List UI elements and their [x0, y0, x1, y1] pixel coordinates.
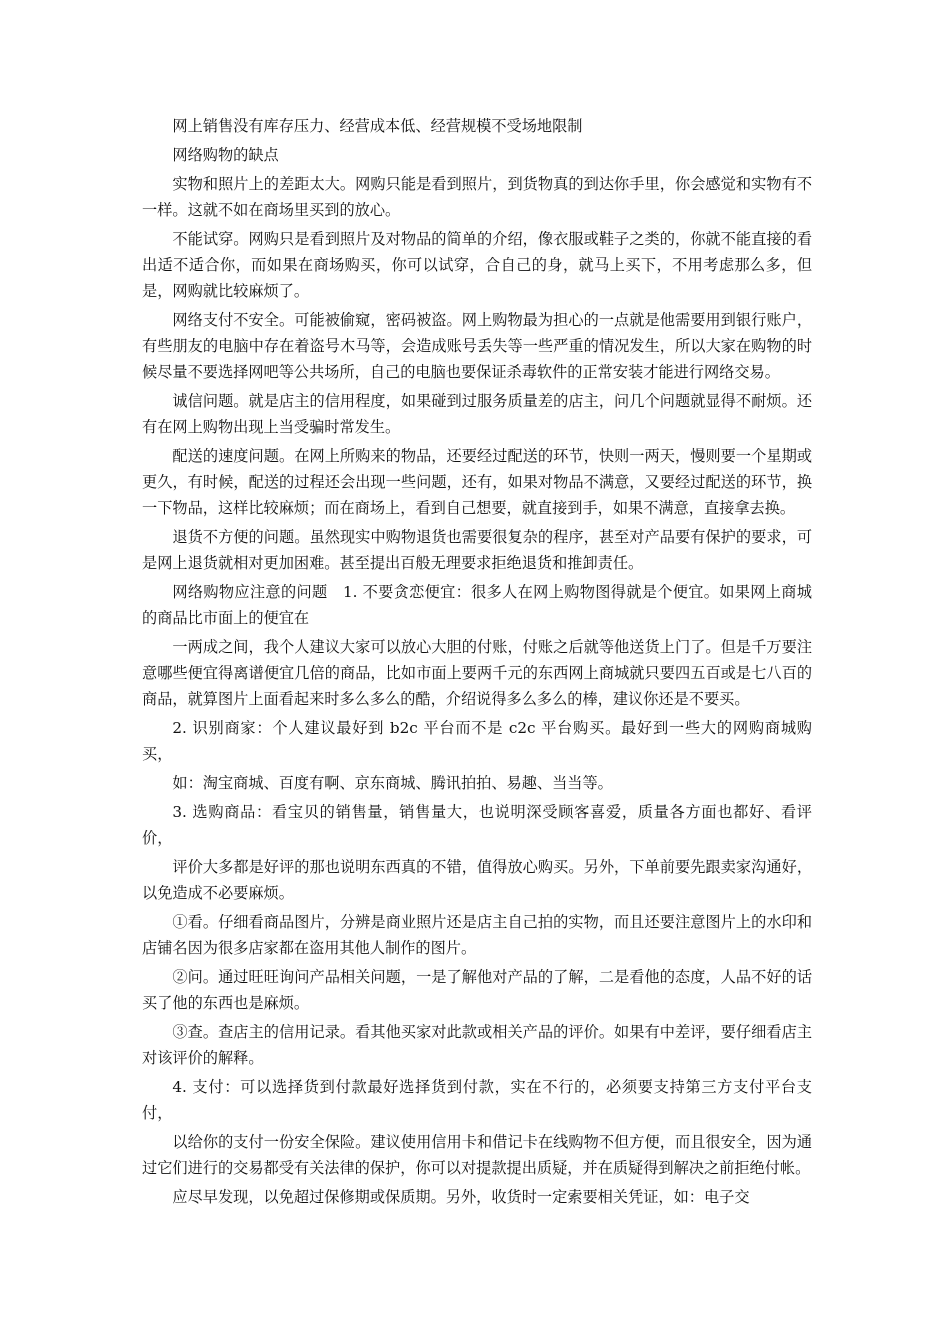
paragraph: 应尽早发现，以免超过保修期或保质期。另外，收货时一定索要相关凭证，如：电子交	[172, 1188, 750, 1206]
paragraph: ③查。查店主的信用记录。看其他买家对此款或相关产品的评价。如果有中差评，要仔细看店主对该评价的解释。	[142, 1023, 812, 1067]
paragraph: 如：淘宝商城、百度有啊、京东商城、腾讯拍拍、易趣、当当等。	[172, 774, 613, 792]
paragraph: 一两成之间，我个人建议大家可以放心大胆的付账，付账之后就等他送货上门了。但是千万要注意哪些便宜得离谱便宜几倍的商品，比如市面上要两千元的东西网上商城就只要四五百或是七八百的商品，就算图片上面看起来时多么多么的酷，介绍说得多么多么的棒，建议你还是不要买。	[142, 638, 812, 708]
paragraph: ①看。仔细看商品图片，分辨是商业照片还是店主自己拍的实物，而且还要注意图片上的水印和店铺名因为很多店家都在盗用其他人制作的图片。	[142, 913, 812, 957]
paragraph: 3. 选购商品：看宝贝的销售量，销售量大，也说明深受顾客喜爱，质量各方面也都好、看评价，	[142, 803, 812, 847]
paragraph: 诚信问题。就是店主的信用程度，如果碰到过服务质量差的店主，问几个问题就显得不耐烦。还有在网上购物出现上当受骗时常发生。	[142, 392, 812, 436]
paragraph: 网络购物应注意的问题 1. 不要贪恋便宜：很多人在网上购物图得就是个便宜。如果网上商城的商品比市面上的便宜在	[142, 583, 812, 627]
document-body	[142, 113, 812, 1213]
paragraph: 实物和照片上的差距太大。网购只能是看到照片，到货物真的到达你手里，你会感觉和实物有不一样。这就不如在商场里买到的放心。	[142, 175, 812, 219]
paragraph: ②问。通过旺旺询问产品相关问题，一是了解他对产品的了解，二是看他的态度，人品不好的话买了他的东西也是麻烦。	[142, 968, 812, 1012]
paragraph: 退货不方便的问题。虽然现实中购物退货也需要很复杂的程序，甚至对产品要有保护的要求，可是网上退货就相对更加困难。甚至提出百般无理要求拒绝退货和推卸责任。	[142, 528, 812, 572]
paragraph: 不能试穿。网购只是看到照片及对物品的简单的介绍，像衣服或鞋子之类的，你就不能直接的看出适不适合你，而如果在商场购买，你可以试穿，合自己的身，就马上买下，不用考虑那么多，但是，网购就比较麻烦了。	[142, 230, 812, 300]
paragraph: 4. 支付：可以选择货到付款最好选择货到付款，实在不行的，必须要支持第三方支付平台支付，	[142, 1078, 812, 1122]
paragraph: 配送的速度问题。在网上所购来的物品，还要经过配送的环节，快则一两天，慢则要一个星期或更久，有时候，配送的过程还会出现一些问题，还有，如果对物品不满意，又要经过配送的环节，换一下物品，这样比较麻烦；而在商场上，看到自己想要，就直接到手，如果不满意，直接拿去换。	[142, 447, 812, 517]
paragraph: 网络支付不安全。可能被偷窥，密码被盗。网上购物最为担心的一点就是他需要用到银行账户，有些朋友的电脑中存在着盗号木马等，会造成账号丢失等一些严重的情况发生，所以大家在购物的时候尽量不要选择网吧等公共场所，自己的电脑也要保证杀毒软件的正常安装才能进行网络交易。	[142, 311, 812, 381]
paragraph: 网上销售没有库存压力、经营成本低、经营规模不受场地限制	[172, 117, 583, 135]
paragraph: 以给你的支付一份安全保险。建议使用信用卡和借记卡在线购物不但方便，而且很安全，因为通过它们进行的交易都受有关法律的保护，你可以对提款提出质疑，并在质疑得到解决之前拒绝付帐。	[142, 1133, 812, 1177]
paragraph: 2. 识别商家：个人建议最好到 b2c 平台而不是 c2c 平台购买。最好到一些大的网购商城购买，	[142, 719, 812, 763]
section-heading: 网络购物的缺点	[172, 146, 279, 164]
paragraph: 评价大多都是好评的那也说明东西真的不错，值得放心购买。另外，下单前要先跟卖家沟通好，以免造成不必要麻烦。	[142, 858, 812, 902]
